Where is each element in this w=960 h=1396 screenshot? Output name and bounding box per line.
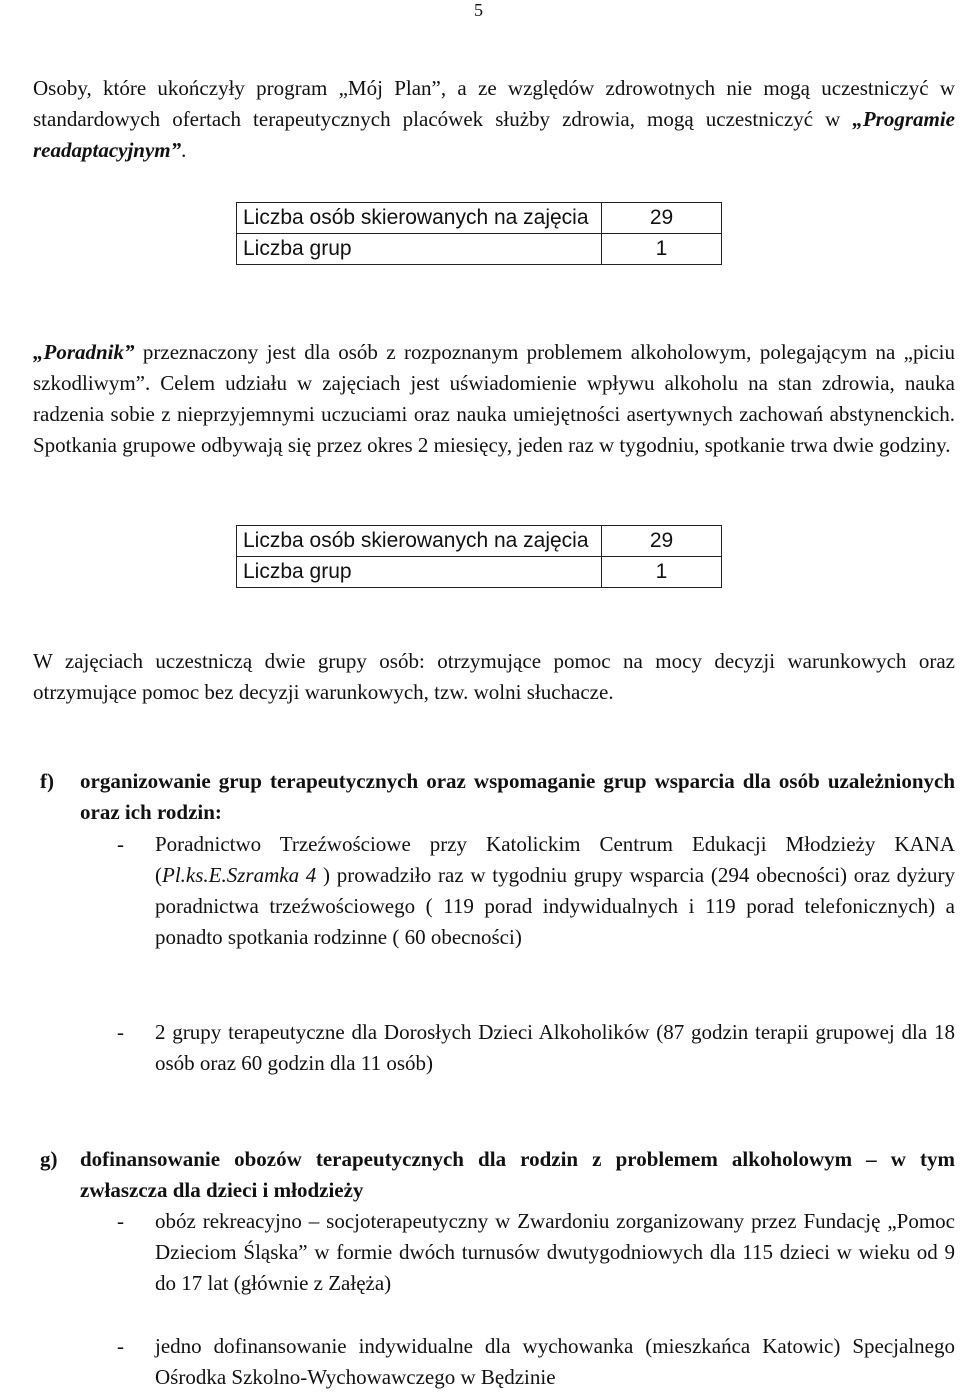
section-g-title: dofinansowanie obozów terapeutycznych dla rodzin z problemem alkoholowym – w tym zwłaszcza dla dzieci i młodzieży bbox=[80, 1147, 955, 1202]
intro-end: . bbox=[181, 138, 187, 162]
poradnik-text: przeznaczony jest dla osób z rozpoznanym problemem alkoholowym, polegającym na „piciu szkodliwym”. Celem udziału w zajęciach jest uświadomienie wpływu alkoholu na stan zdrowia, nauka radzenia sobie z nieprzyjemnymi uczuciami oraz nauka umiejętności asertywnych zachowań abstynenckich. Spotkania grupowe odbywają się przez okres 2 miesięcy, jeden raz w tygodniu, spotkanie trwa dwie godziny. bbox=[33, 340, 955, 457]
section-g-letter: g) bbox=[40, 1147, 58, 1171]
list-item-text: jedno dofinansowanie indywidualne dla wychowanka (mieszkańca Katowic) Specjalnego Ośrodka Szkolno-Wychowawczego w Będzinie bbox=[155, 1334, 955, 1389]
table-row bbox=[237, 557, 722, 588]
section-f-letter: f) bbox=[40, 769, 54, 793]
table-value: 1 bbox=[602, 234, 722, 265]
table-value: 29 bbox=[602, 526, 722, 557]
bullet-dash: - bbox=[117, 1209, 124, 1233]
list-item bbox=[117, 1331, 955, 1393]
table-row bbox=[237, 526, 722, 557]
section-g-heading bbox=[40, 1144, 955, 1206]
bullet-dash: - bbox=[117, 832, 124, 856]
section-f-heading bbox=[40, 766, 955, 828]
bullet-dash: - bbox=[117, 1020, 124, 1044]
table-value: 1 bbox=[602, 557, 722, 588]
list-item-text: obóz rekreacyjno – socjoterapeutyczny w Zwardoniu zorganizowany przez Fundację „Pomoc Dzieciom Śląska” w formie dwóch turnusów dwutygodniowych dla 115 dzieci w wieku od 9 do 17 lat (głównie z Załęża) bbox=[155, 1209, 955, 1295]
bullet-dash: - bbox=[117, 1334, 124, 1358]
list-item bbox=[117, 829, 955, 953]
table-label: Liczba grup bbox=[237, 234, 602, 265]
page-number: 5 bbox=[474, 0, 483, 20]
list-item bbox=[117, 1206, 955, 1299]
referral-table-2 bbox=[236, 525, 722, 588]
table-label: Liczba osób skierowanych na zajęcia bbox=[237, 203, 602, 234]
table-value: 29 bbox=[602, 203, 722, 234]
list-item-text: 2 grupy terapeutyczne dla Dorosłych Dzieci Alkoholików (87 godzin terapii grupowej dla 18 osób oraz 60 godzin dla 11 osób) bbox=[155, 1020, 955, 1075]
list-item bbox=[117, 1017, 955, 1079]
item-text-part: ) prowadziło raz w tygodniu grupy wsparcia (294 obecności) oraz dyżury poradnictwa trzeźwościowego ( 119 porad indywidualnych i 119 porad telefonicznych) a ponadto spotkania rodzinne ( 60 obecności) bbox=[155, 863, 955, 949]
intro-text: Osoby, które ukończyły program „Mój Plan”, a ze względów zdrowotnych nie mogą uczestniczyć w standardowych ofertach terapeutycznych placówek służby zdrowia, mogą uczestniczyć w bbox=[33, 76, 955, 131]
list-item-text bbox=[155, 829, 955, 953]
groups-note: W zajęciach uczestniczą dwie grupy osób: otrzymujące pomoc na mocy decyzji warunkowych oraz otrzymujące pomoc bez decyzji warunkowych, tzw. wolni słuchacze. bbox=[33, 649, 955, 704]
address-text: Pl.ks.E.Szramka 4 bbox=[162, 863, 317, 887]
referral-table-1 bbox=[236, 202, 722, 265]
table-row bbox=[237, 234, 722, 265]
table-label: Liczba osób skierowanych na zajęcia bbox=[237, 526, 602, 557]
intro-paragraph bbox=[33, 73, 955, 166]
section-f-title: organizowanie grup terapeutycznych oraz wspomaganie grup wsparcia dla osób uzależnionych oraz ich rodzin: bbox=[80, 769, 955, 824]
item-text-part: Poradnictwo Trzeźwościowe przy Katolickim Centrum Edukacji Młodzieży KANA ( bbox=[155, 832, 955, 887]
program-name: „Programie readaptacyjnym” bbox=[33, 107, 955, 162]
poradnik-paragraph bbox=[33, 337, 955, 461]
table-label: Liczba grup bbox=[237, 557, 602, 588]
poradnik-name: „Poradnik” bbox=[33, 340, 135, 364]
table-row bbox=[237, 203, 722, 234]
